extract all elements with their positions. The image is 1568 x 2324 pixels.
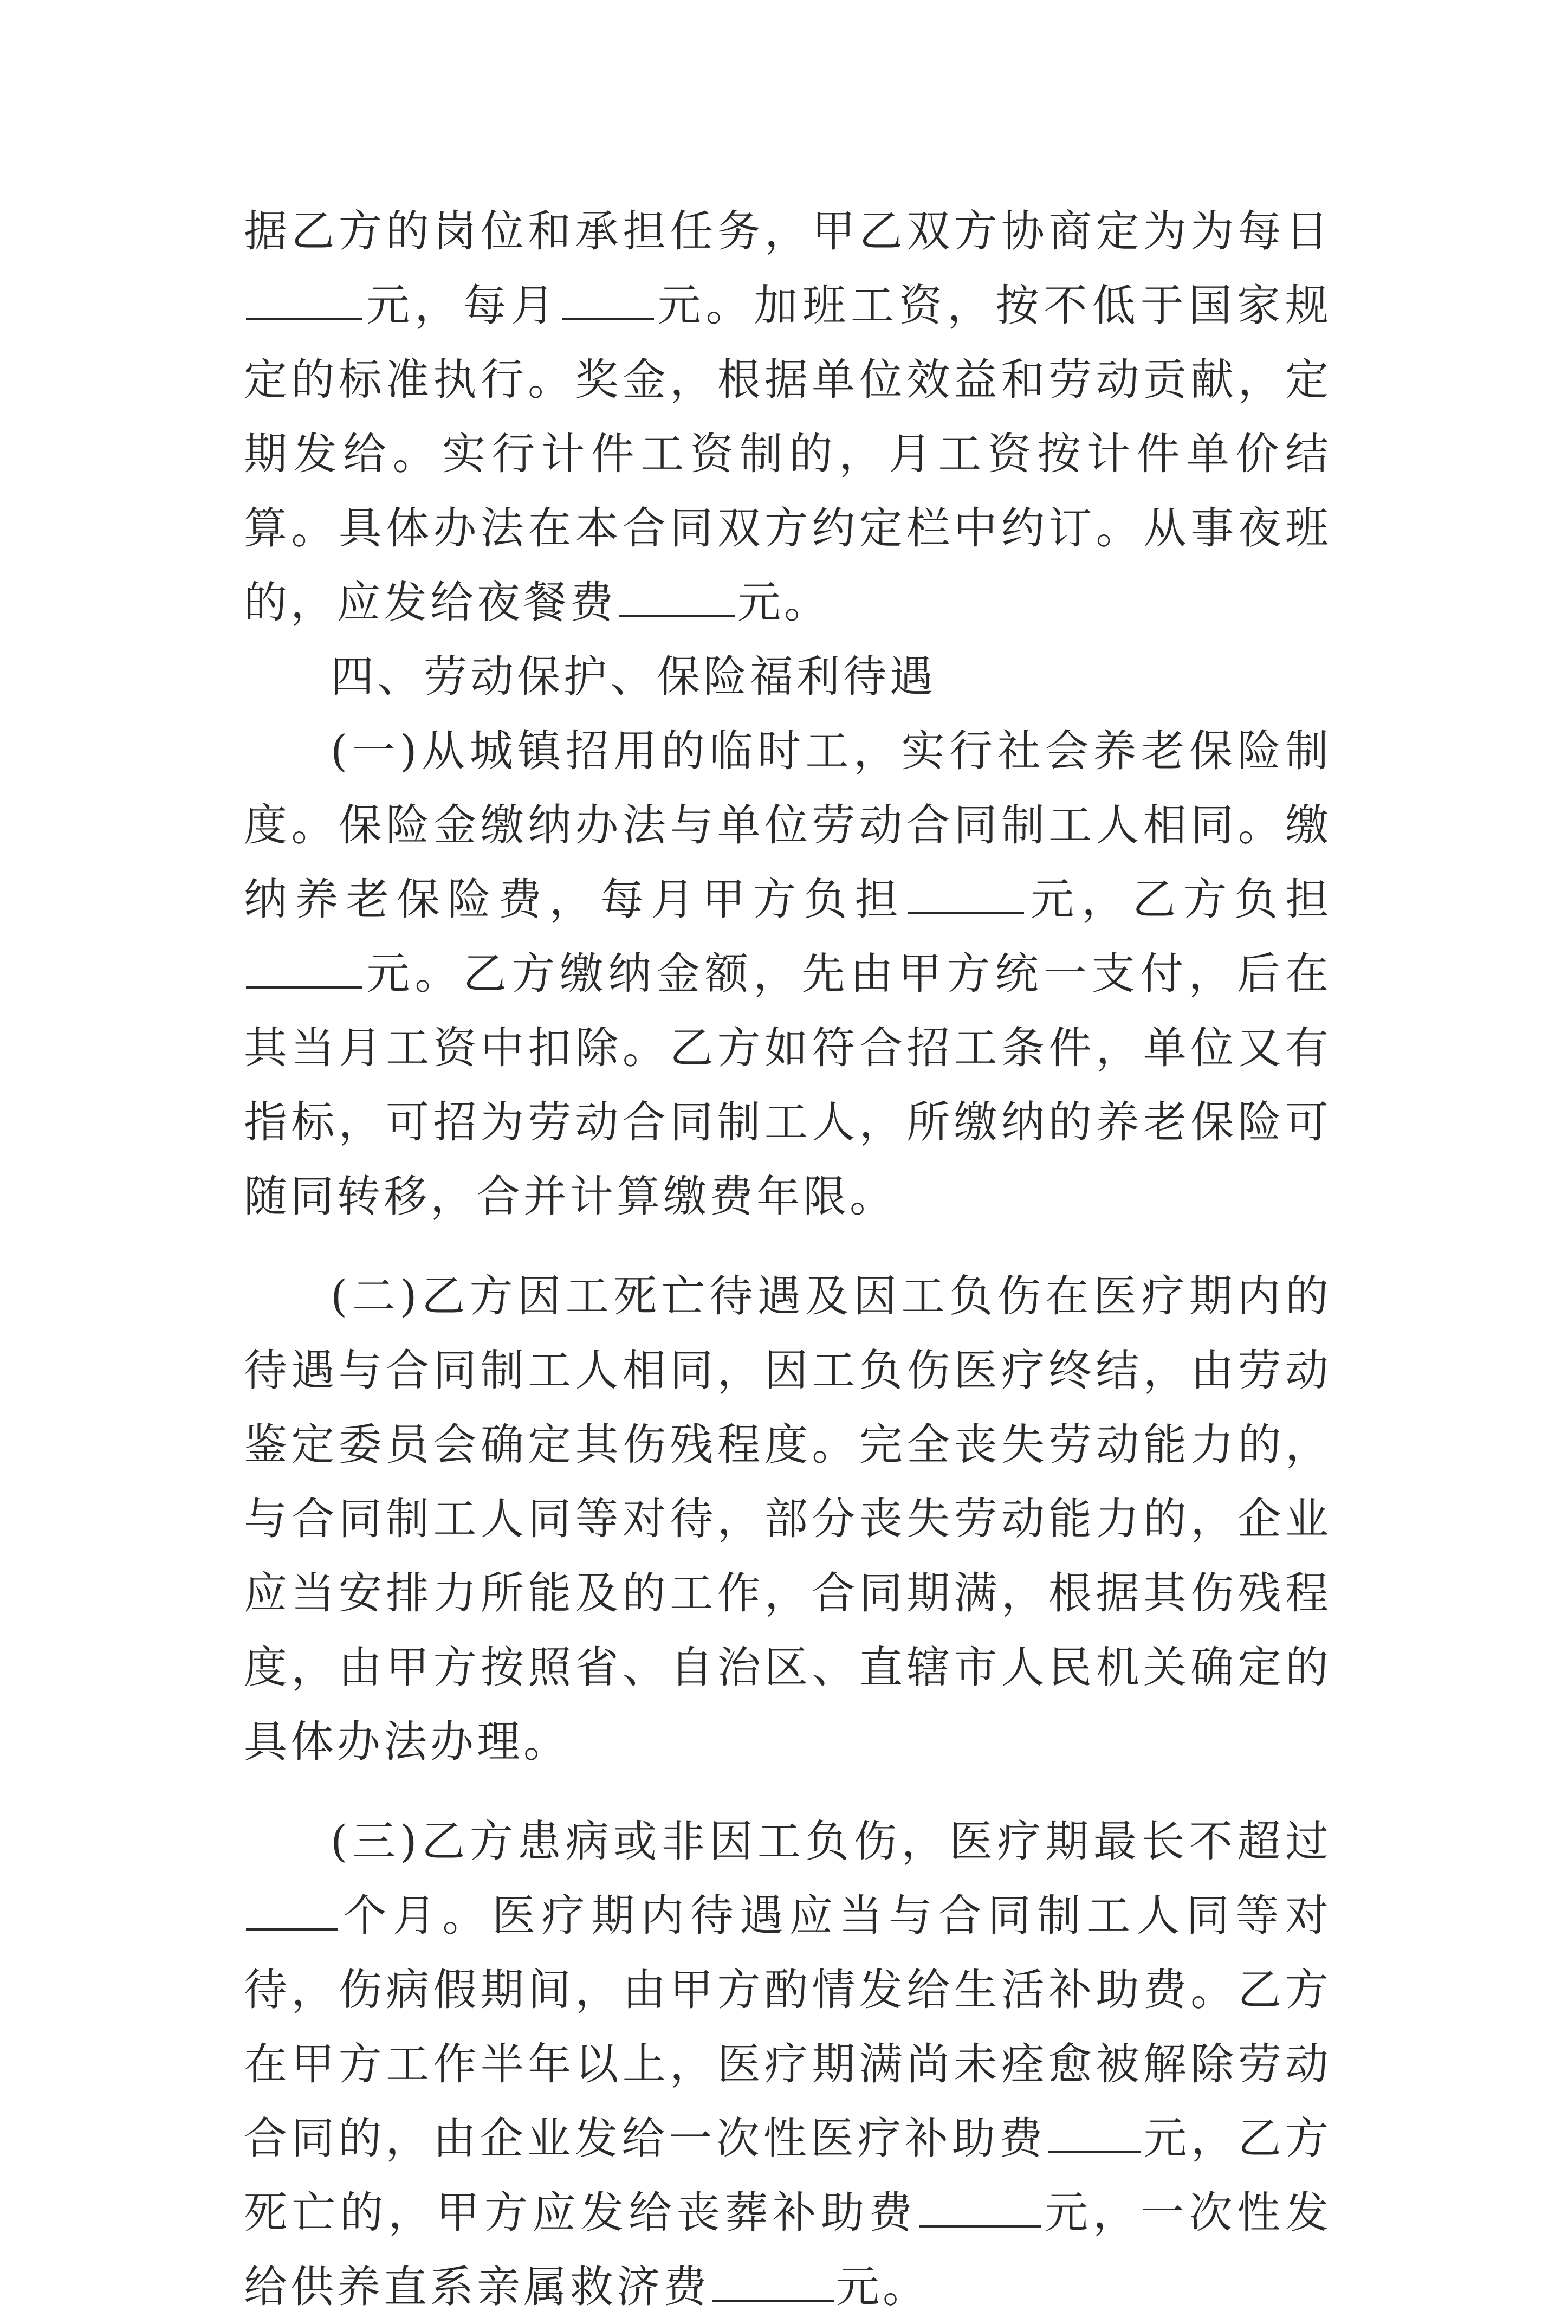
- section-heading: 四、劳动保护、保险福利待遇: [331, 651, 936, 702]
- text-segment: 据乙方的岗位和承担任务，甲乙双方协商定为为每日: [244, 206, 1332, 256]
- fill-blank-funeral-subsidy: [919, 2191, 1041, 2228]
- text-segment: 元，每月: [365, 280, 560, 331]
- text-segment: (一)从城镇招用的临时工，实行社会养老保险制度。保险金缴纳办法与单位劳动合同制工人相同。缴纳养老保险费，每月甲方负担: [244, 726, 1332, 925]
- text-segment: 元。: [737, 577, 831, 628]
- text-segment: 元。乙方缴纳金额，先由甲方统一支付，后在其当月工资中扣除。乙方如符合招工条件，单位又有指标，可招为劳动合同制工人，所缴纳的养老保险可随同转移，合并计算缴费年限。: [244, 948, 1332, 1222]
- fill-blank-monthly-wage: [562, 283, 654, 320]
- text-segment: 元，乙方负担: [1026, 874, 1332, 925]
- paragraph-wages: [244, 194, 1332, 640]
- fill-blank-daily-wage: [246, 283, 362, 320]
- text-segment: 元。: [836, 2262, 929, 2312]
- text-segment: 个月。医疗期内待遇应当与合同制工人同等对待，伤病假期间，由甲方酌情发给生活补助费。乙方在甲方工作半年以上，医疗期满尚未痊愈被解除劳动合同的，由企业发给一次性医疗补助费: [244, 1890, 1332, 2164]
- paragraph-illness: [244, 1804, 1332, 2324]
- text-segment: (三)乙方患病或非因工负伤，医疗期最长不超过: [331, 1816, 1332, 1867]
- fill-blank-party-a-share: [908, 877, 1024, 914]
- paragraph-pension-insurance: [244, 714, 1332, 1234]
- text-segment: 元。加班工资，按不低于国家规定的标准执行。奖金，根据单位效益和劳动贡献，定期发给。实行计件工资制的，月工资按计件单价结算。具体办法在本合同双方约定栏中约订。从事夜班的，应发给夜餐费: [244, 280, 1332, 628]
- fill-blank-relief-fee: [712, 2265, 834, 2302]
- text-segment: 元，一次性发给供养直系亲属救济费: [244, 2187, 1332, 2312]
- fill-blank-night-meal-fee: [619, 580, 735, 617]
- fill-blank-medical-period-months: [246, 1894, 338, 1931]
- text-segment: 元，乙方死亡的，甲方应发给丧葬补助费: [244, 2113, 1332, 2238]
- fill-blank-medical-subsidy: [1048, 2116, 1141, 2153]
- paragraph-work-injury: (二)乙方因工死亡待遇及因工负伤在医疗期内的待遇与合同制工人相同，因工负伤医疗终结，由劳动鉴定委员会确定其伤残程度。完全丧失劳动能力的，与合同制工人同等对待，部分丧失劳动能力的，企业应当安排力所能及的工作，合同期满，根据其伤残程度，由甲方按照省、自治区、直辖市人民机关确定的具体办法办理。: [244, 1271, 1332, 1767]
- fill-blank-party-b-share: [246, 952, 362, 989]
- document-body: [244, 194, 1332, 2324]
